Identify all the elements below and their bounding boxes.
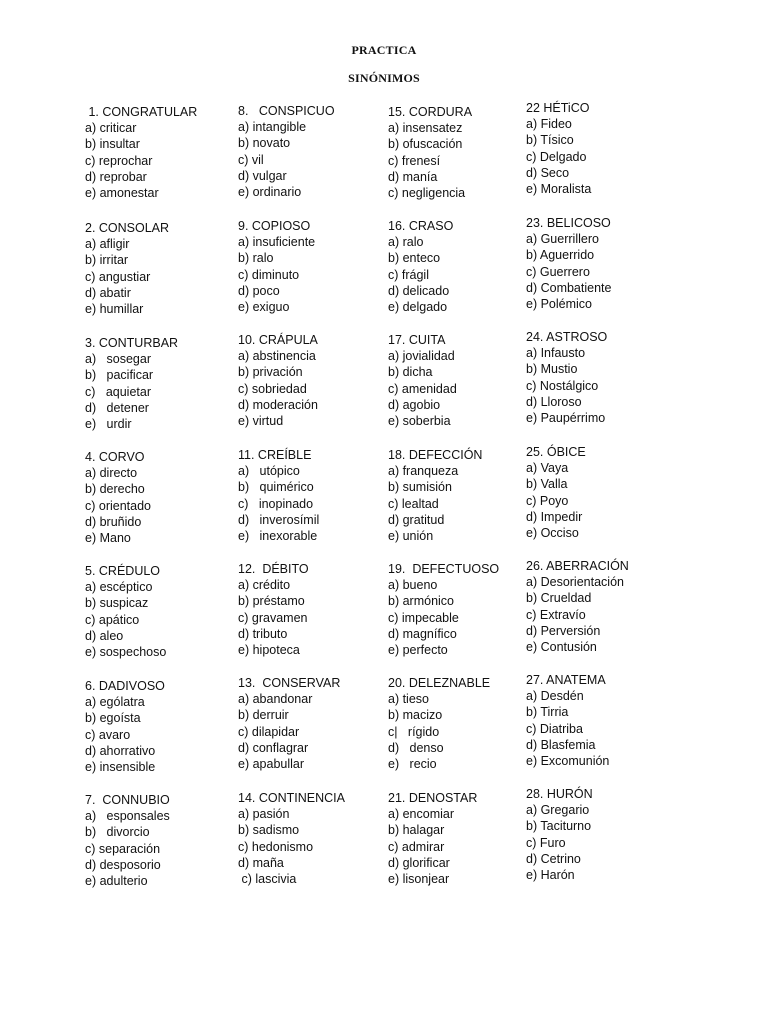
- answer-option: b) macizo: [388, 708, 443, 723]
- question-title: 18. DEFECCIÓN: [388, 448, 483, 462]
- answer-option: c) Furo: [526, 835, 566, 850]
- answer-option: e) urdir: [85, 417, 132, 432]
- answer-option: b) derecho: [85, 482, 145, 497]
- answer-option: e) humillar: [85, 302, 144, 317]
- answer-option: a) abandonar: [238, 692, 313, 707]
- answer-option: d) manía: [388, 169, 438, 184]
- answer-option: a) jovialidad: [388, 349, 455, 364]
- answer-option: e) adulterio: [85, 874, 148, 889]
- answer-option: a) Desdén: [526, 689, 584, 704]
- answer-option: d) ahorrativo: [85, 743, 156, 758]
- question-title: 14. CONTINENCIA: [238, 791, 345, 805]
- answer-option: e) insensible: [85, 760, 156, 775]
- answer-option: c) lealtad: [388, 496, 439, 511]
- question-title: 20. DELEZNABLE: [388, 676, 491, 690]
- answer-option: e) hipoteca: [238, 643, 300, 658]
- answer-option: e) Moralista: [526, 182, 592, 197]
- question-21: [388, 790, 477, 887]
- question-28: [526, 786, 593, 883]
- question-20: [388, 675, 490, 772]
- answer-option: a) ralo: [388, 235, 424, 250]
- answer-option: e) sospechoso: [85, 645, 167, 660]
- question-23: [526, 215, 611, 312]
- answer-option: d) Blasfemia: [526, 737, 596, 752]
- answer-option: c) aquietar: [85, 384, 152, 399]
- answer-option: c) negligencia: [388, 186, 466, 201]
- page-title: PRACTICA: [351, 43, 417, 57]
- answer-option: b) Aguerrido: [526, 248, 595, 263]
- answer-option: a) crédito: [238, 578, 291, 593]
- question-title: 16. CRASO: [388, 219, 454, 233]
- answer-option: c) dilapidar: [238, 724, 300, 739]
- answer-option: d) glorificar: [388, 855, 450, 870]
- answer-option: c) admirar: [388, 839, 445, 854]
- answer-option: d) Cetrino: [526, 851, 581, 866]
- answer-option: a) encomiar: [388, 807, 454, 822]
- question-title: 1. CONGRATULAR: [85, 105, 198, 119]
- question-18: [388, 447, 482, 544]
- answer-option: c) frágil: [388, 267, 429, 282]
- answer-option: b) sadismo: [238, 823, 300, 838]
- answer-option: c) amenidad: [388, 381, 457, 396]
- answer-option: c) frenesí: [388, 153, 441, 168]
- question-13: [238, 675, 340, 772]
- question-title: 13. CONSERVAR: [238, 676, 341, 690]
- answer-option: b) armónico: [388, 594, 454, 609]
- answer-option: b) Valla: [526, 477, 568, 492]
- answer-option: a) insensatez: [388, 121, 463, 136]
- answer-option: d) Perversión: [526, 623, 601, 638]
- answer-option: d) detener: [85, 400, 149, 415]
- answer-option: a) esponsales: [85, 809, 170, 824]
- answer-option: e) Polémico: [526, 297, 592, 312]
- answer-option: c) diminuto: [238, 267, 300, 282]
- answer-option: d) magnífico: [388, 626, 457, 641]
- answer-option: b) ofuscación: [388, 137, 463, 152]
- answer-option: a) afligir: [85, 237, 130, 252]
- answer-option: c) apático: [85, 612, 140, 627]
- question-14: [238, 790, 345, 887]
- answer-option: b) enteco: [388, 251, 441, 266]
- answer-option: b) dicha: [388, 365, 433, 380]
- question-title: 4. CORVO: [85, 450, 145, 464]
- question-title: 23. BELICOSO: [526, 216, 611, 230]
- question-26: [526, 558, 629, 655]
- answer-option: c) Extravío: [526, 607, 586, 622]
- question-title: 15. CORDURA: [388, 105, 473, 119]
- answer-option: d) Impedir: [526, 509, 583, 524]
- answer-option: d) tributo: [238, 626, 288, 641]
- answer-option: b) Tísico: [526, 133, 574, 148]
- answer-option: e) amonestar: [85, 186, 159, 201]
- answer-option: d) gratitud: [388, 512, 445, 527]
- answer-option: e) Contusión: [526, 640, 597, 655]
- answer-option: e) recio: [388, 757, 437, 772]
- answer-option: a) insuficiente: [238, 235, 316, 250]
- answer-option: c) Delgado: [526, 149, 587, 164]
- question-11: [238, 447, 319, 544]
- answer-option: e) apabullar: [238, 757, 305, 772]
- answer-option: e) Harón: [526, 868, 575, 883]
- answer-option: c) avaro: [85, 727, 131, 742]
- question-title: 11. CREÍBLE: [238, 448, 312, 462]
- question-title: 3. CONTURBAR: [85, 336, 179, 350]
- question-1: [85, 104, 197, 201]
- answer-option: a) pasión: [238, 807, 290, 822]
- answer-option: c) angustiar: [85, 269, 151, 284]
- answer-option: b) sumisión: [388, 480, 452, 495]
- question-2: [85, 220, 169, 317]
- answer-option: c) Guerrero: [526, 264, 590, 279]
- question-title: 26. ABERRACIÓN: [526, 559, 629, 573]
- answer-option: e) unión: [388, 529, 434, 544]
- answer-option: e) inexorable: [238, 529, 318, 544]
- answer-option: d) desposorio: [85, 857, 161, 872]
- answer-option: d) Combatiente: [526, 280, 612, 295]
- answer-option: d) vulgar: [238, 168, 287, 183]
- question-title: 10. CRÁPULA: [238, 333, 318, 347]
- question-title: 19. DEFECTUOSO: [388, 562, 500, 576]
- answer-option: e) Occiso: [526, 526, 579, 541]
- answer-option: b) derruir: [238, 708, 289, 723]
- answer-option: e) ordinario: [238, 185, 302, 200]
- answer-option: d) conflagrar: [238, 740, 309, 755]
- answer-option: a) intangible: [238, 120, 307, 135]
- question-title: 24. ASTROSO: [526, 330, 608, 344]
- answer-option: c) hedonismo: [238, 839, 314, 854]
- answer-option: b) quimérico: [238, 480, 314, 495]
- answer-option: d) agobio: [388, 397, 441, 412]
- answer-option: d) maña: [238, 855, 284, 870]
- question-5: [85, 563, 166, 660]
- question-4: [85, 449, 151, 546]
- answer-option: d) inverosímil: [238, 512, 320, 527]
- answer-option: b) halagar: [388, 823, 445, 838]
- answer-option: a) Gregario: [526, 803, 590, 818]
- answer-option: d) delicado: [388, 283, 450, 298]
- answer-option: a) franqueza: [388, 464, 459, 479]
- answer-option: b) insultar: [85, 137, 140, 152]
- answer-option: a) utópico: [238, 464, 300, 479]
- answer-option: a) Desorientación: [526, 575, 624, 590]
- answer-option: e) perfecto: [388, 643, 448, 658]
- question-title: 28. HURÓN: [526, 787, 593, 801]
- answer-option: c) separación: [85, 841, 161, 856]
- answer-option: b) suspicaz: [85, 596, 149, 611]
- answer-option: a) Guerrillero: [526, 232, 599, 247]
- answer-option: b) pacificar: [85, 368, 154, 383]
- answer-option: a) abstinencia: [238, 349, 316, 364]
- answer-option: a) Fideo: [526, 117, 572, 132]
- answer-option: e) lisonjear: [388, 872, 450, 887]
- answer-option: a) criticar: [85, 121, 137, 136]
- answer-option: e) soberbia: [388, 414, 451, 429]
- answer-option: d) poco: [238, 283, 280, 298]
- question-title: 8. CONSPICUO: [238, 104, 335, 118]
- answer-option: c| rígido: [388, 724, 440, 739]
- answer-option: a) tieso: [388, 692, 429, 707]
- answer-option: b) Taciturno: [526, 819, 592, 834]
- answer-option: c) Nostálgico: [526, 378, 599, 393]
- answer-option: a) ególatra: [85, 695, 145, 710]
- answer-option: d) reprobar: [85, 169, 147, 184]
- answer-option: c) reprochar: [85, 153, 153, 168]
- question-19: [388, 561, 499, 658]
- answer-option: c) Diatriba: [526, 721, 583, 736]
- answer-option: c) sobriedad: [238, 381, 307, 396]
- question-title: 12. DÉBITO: [238, 562, 309, 576]
- answer-option: e) delgado: [388, 300, 448, 315]
- question-title: 21. DENOSTAR: [388, 791, 478, 805]
- answer-option: d) abatir: [85, 285, 131, 300]
- answer-option: a) sosegar: [85, 352, 152, 367]
- answer-option: a) Vaya: [526, 461, 569, 476]
- page-subtitle: SINÓNIMOS: [348, 71, 420, 85]
- answer-option: a) bueno: [388, 578, 438, 593]
- answer-option: d) aleo: [85, 628, 124, 643]
- answer-option: e) Mano: [85, 531, 131, 546]
- answer-option: c) gravamen: [238, 610, 308, 625]
- answer-option: d) denso: [388, 740, 444, 755]
- answer-option: a) directo: [85, 466, 138, 481]
- answer-option: b) privación: [238, 365, 303, 380]
- answer-option: e) virtud: [238, 414, 284, 429]
- answer-option: e) exiguo: [238, 300, 290, 315]
- question-title: 22 HÉTiCO: [526, 101, 590, 115]
- question-27: [526, 672, 609, 769]
- answer-option: a) Infausto: [526, 346, 586, 361]
- question-15: [388, 104, 472, 201]
- answer-option: c) lascivia: [238, 872, 297, 887]
- answer-option: e) Excomunión: [526, 754, 610, 769]
- answer-option: c) Poyo: [526, 493, 569, 508]
- question-9: [238, 218, 315, 315]
- question-12: [238, 561, 309, 658]
- answer-option: b) irritar: [85, 253, 129, 268]
- answer-option: c) vil: [238, 152, 264, 167]
- question-8: [238, 103, 335, 200]
- answer-option: b) novato: [238, 136, 291, 151]
- question-title: 25. ÓBICE: [526, 445, 586, 459]
- question-title: 6. DADIVOSO: [85, 679, 165, 693]
- answer-option: a) escéptico: [85, 580, 153, 595]
- answer-option: d) bruñido: [85, 514, 142, 529]
- question-title: 7. CONNUBIO: [85, 793, 170, 807]
- answer-option: d) moderación: [238, 397, 318, 412]
- question-16: [388, 218, 453, 315]
- answer-option: b) Crueldad: [526, 591, 592, 606]
- answer-option: e) Paupérrimo: [526, 411, 606, 426]
- question-7: [85, 792, 170, 889]
- answer-option: b) divorcio: [85, 825, 150, 840]
- answer-option: b) ralo: [238, 251, 274, 266]
- answer-option: c) inopinado: [238, 496, 314, 511]
- question-title: 5. CRÉDULO: [85, 564, 161, 578]
- question-6: [85, 678, 165, 775]
- answer-option: d) Seco: [526, 165, 570, 180]
- question-3: [85, 335, 178, 432]
- answer-option: b) Tirria: [526, 705, 569, 720]
- answer-option: b) Mustio: [526, 362, 578, 377]
- question-24: [526, 329, 607, 426]
- answer-option: b) egoísta: [85, 711, 141, 726]
- answer-option: b) préstamo: [238, 594, 305, 609]
- question-25: [526, 444, 586, 541]
- question-title: 2. CONSOLAR: [85, 221, 170, 235]
- question-title: 17. CUITA: [388, 333, 446, 347]
- question-22: [526, 100, 591, 197]
- question-title: 27. ANATEMA: [526, 673, 606, 687]
- answer-option: d) Lloroso: [526, 394, 582, 409]
- question-10: [238, 332, 318, 429]
- answer-option: c) impecable: [388, 610, 459, 625]
- question-17: [388, 332, 457, 429]
- question-title: 9. COPIOSO: [238, 219, 311, 233]
- answer-option: c) orientado: [85, 498, 152, 513]
